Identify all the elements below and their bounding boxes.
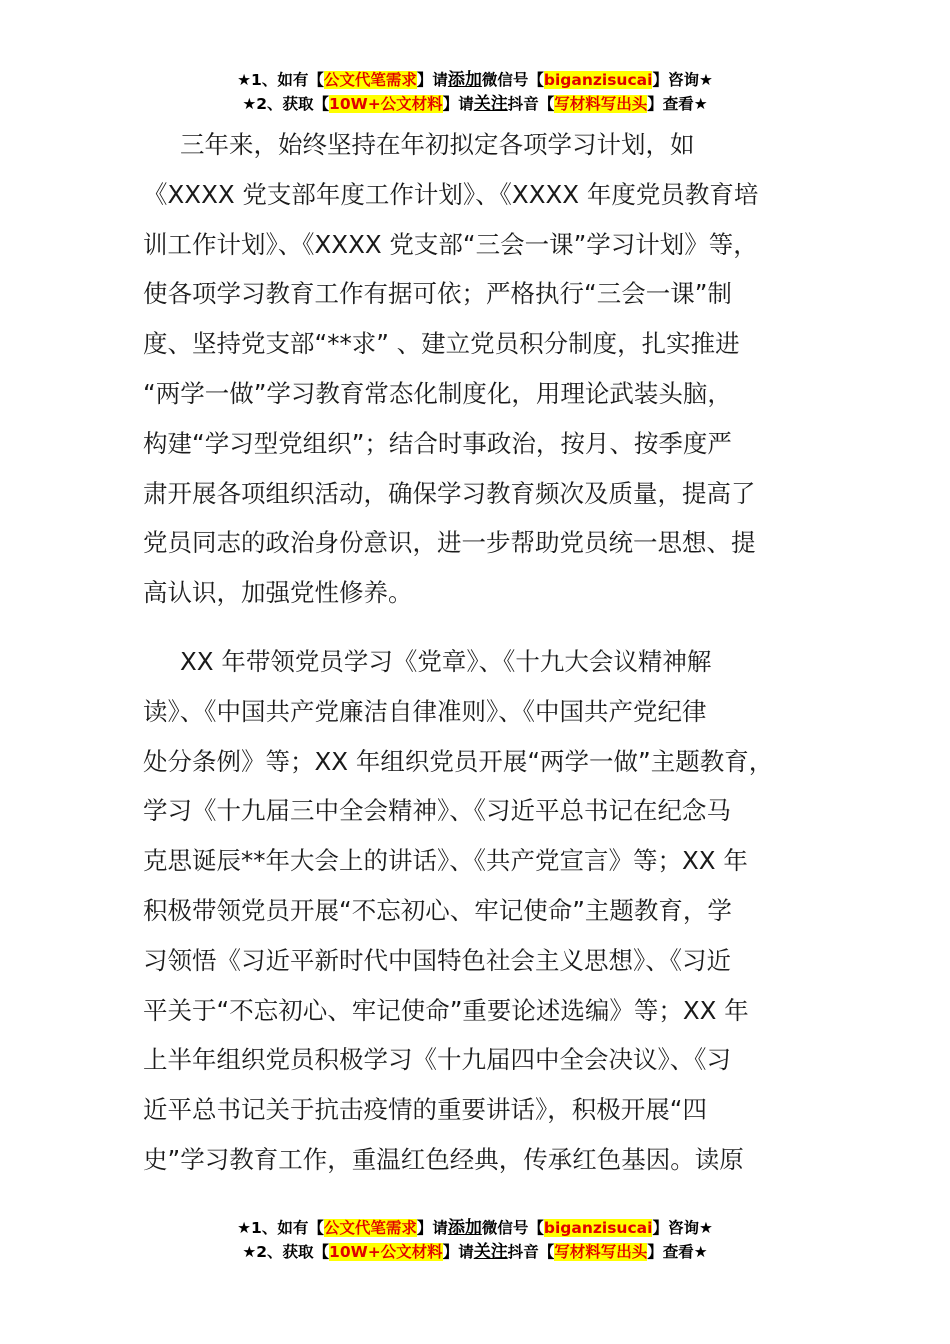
paragraph-2	[143, 637, 833, 1185]
header-banner	[0, 68, 950, 116]
banner-text: ★2、获取【	[242, 1243, 330, 1261]
paragraph-1	[143, 120, 833, 618]
banner-text: 抖音【	[507, 1243, 555, 1261]
text-line: 史”学习教育工作，重温红色经典，传承红色基因。读原	[143, 1144, 744, 1174]
banner-text: 】查看★	[647, 95, 708, 113]
banner-text: 】咨询★	[652, 1219, 713, 1237]
text-line: 高认识，加强党性修养。	[143, 578, 413, 608]
banner-highlight: 写材料写出头	[554, 1243, 648, 1261]
banner-underline: 关注	[473, 94, 508, 114]
banner-highlight: 公文代笔需求	[323, 1219, 417, 1237]
banner-line-1	[0, 68, 950, 92]
banner-highlight: biganzisucai	[543, 1219, 653, 1237]
banner-line-2	[0, 92, 950, 116]
text-line: 平关于“不忘初心、牢记使命”重要论述选编》等；XX 年	[143, 995, 749, 1025]
banner-text: ★1、如有【	[237, 1219, 324, 1237]
text-line: 近平总书记关于抗击疫情的重要讲话》，积极开展“四	[143, 1095, 707, 1125]
banner-underline: 添加	[447, 1218, 482, 1238]
text-line: 训工作计划》、《XXXX 党支部“三会一课”学习计划》等，	[143, 229, 758, 259]
banner-text: 】请	[416, 1219, 448, 1237]
text-line: 使各项学习教育工作有据可依；严格执行“三会一课”制	[143, 279, 732, 309]
banner-highlight: 10W+公文材料	[329, 1243, 443, 1261]
banner-underline: 添加	[447, 70, 482, 90]
banner-text: 】咨询★	[652, 71, 713, 89]
text-line: 上半年组织党员积极学习《十九届四中全会决议》、《习	[143, 1045, 731, 1075]
paragraph-spacer	[143, 618, 833, 637]
banner-text: ★2、获取【	[242, 95, 330, 113]
banner-text: ★1、如有【	[237, 71, 324, 89]
text-line: 肃开展各项组织活动，确保学习教育频次及质量，提高了	[143, 478, 756, 508]
banner-underline: 关注	[473, 1242, 508, 1262]
text-line: XX 年带领党员学习《党章》、《十九大会议精神解	[180, 646, 712, 676]
banner-text: 】请	[442, 1243, 474, 1261]
banner-text: 】请	[416, 71, 448, 89]
banner-text: 微信号【	[481, 71, 544, 89]
text-line: 学习《十九届三中全会精神》、《习近平总书记在纪念马	[143, 796, 731, 826]
text-line: 度、坚持党支部“**求” 、建立党员积分制度，扎实推进	[143, 329, 740, 359]
banner-text: 抖音【	[507, 95, 555, 113]
banner-line-2	[0, 1240, 950, 1264]
text-line: 构建“学习型党组织”；结合时事政治，按月、按季度严	[143, 428, 732, 458]
banner-text: 】请	[442, 95, 474, 113]
banner-highlight: biganzisucai	[543, 71, 653, 89]
text-line: “两学一做”学习教育常态化制度化，用理论武装头脑，	[143, 378, 732, 408]
text-line: 读》、《中国共产党廉洁自律准则》、《中国共产党纪律	[143, 696, 707, 726]
text-line: 积极带领党员开展“不忘初心、牢记使命”主题教育，学	[143, 895, 732, 925]
banner-line-1	[0, 1216, 950, 1240]
text-line: 三年来，始终坚持在年初拟定各项学习计划，如	[180, 130, 695, 159]
banner-highlight: 10W+公文材料	[329, 95, 443, 113]
banner-highlight: 写材料写出头	[554, 95, 648, 113]
footer-banner	[0, 1216, 950, 1264]
text-line: 党员同志的政治身份意识，进一步帮助党员统一思想、提	[143, 528, 756, 558]
text-line: 处分条例》等；XX 年组织党员开展“两学一做”主题教育，	[143, 746, 774, 776]
text-line: 《XXXX 党支部年度工作计划》、《XXXX 年度党员教育培	[143, 179, 759, 209]
banner-highlight: 公文代笔需求	[323, 71, 417, 89]
text-line: 习领悟《习近平新时代中国特色社会主义思想》、《习近	[143, 945, 731, 975]
banner-text: 微信号【	[481, 1219, 544, 1237]
document-body	[143, 120, 833, 1185]
banner-text: 】查看★	[647, 1243, 708, 1261]
text-line: 克思诞辰**年大会上的讲话》、《共产党宣言》等；XX 年	[143, 846, 748, 876]
